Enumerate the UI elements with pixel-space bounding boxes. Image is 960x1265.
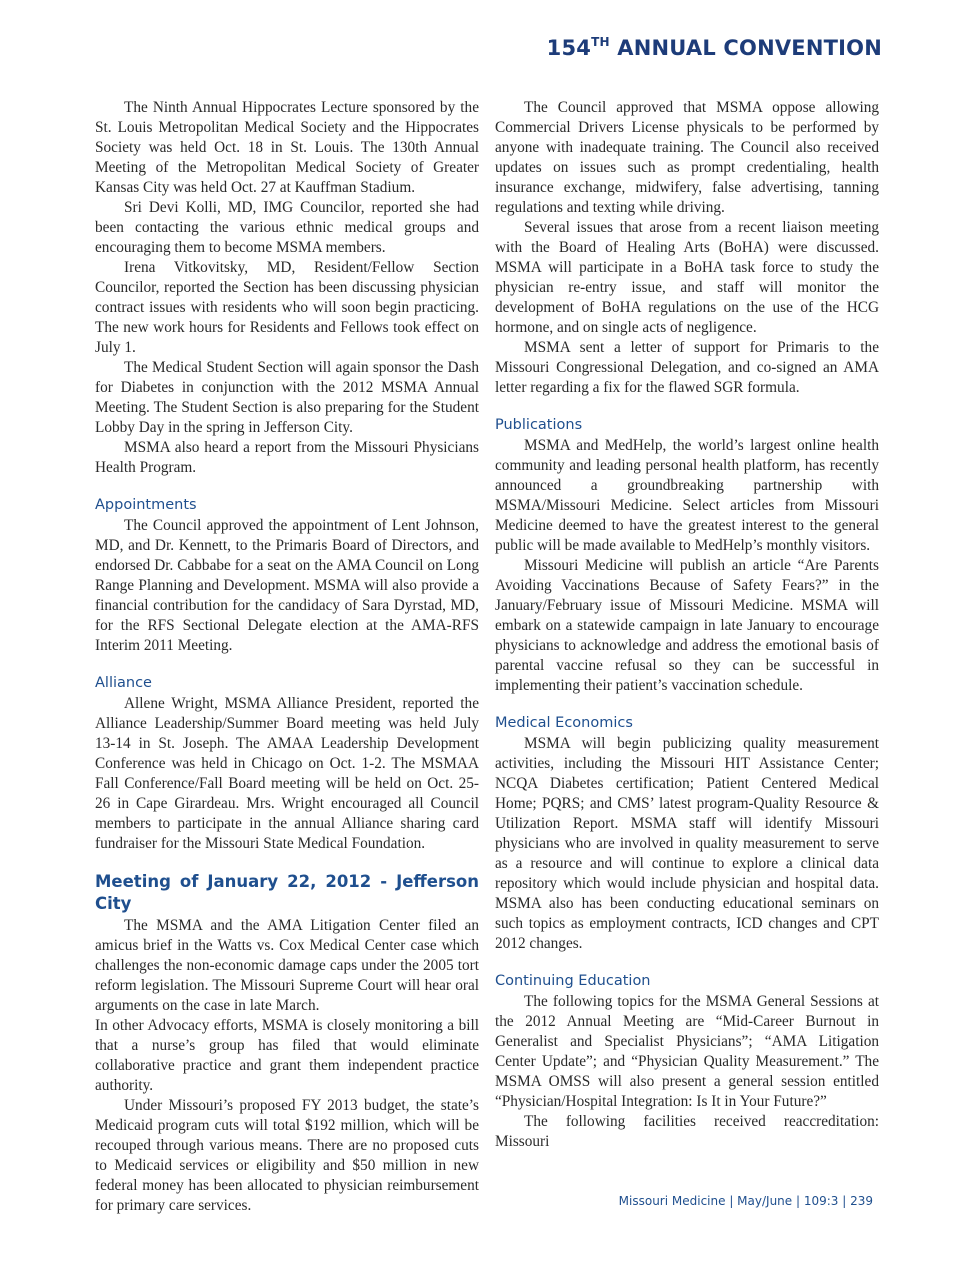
paragraph: Under Missouri’s proposed FY 2013 budget, the state’s Medicaid program cuts will total $192 million, which will be recouped through various means. There are no proposed cuts to Medicaid services or eligibility and $50 million in new federal money has been allocated to physician reimbursement for primary care services. xyxy=(95,1097,479,1214)
paragraph: In other Advocacy efforts, MSMA is closely monitoring a bill that a nurse’s group has filed that would eliminate collaborative practice and grant them independent practice authority. xyxy=(95,1017,479,1094)
paragraph: Several issues that arose from a recent liaison meeting with the Board of Healing Arts (BoHA) were discussed. MSMA will participate in a BoHA task force to study the physician re-entry issue, and staff will monitor the development of BoHA regulations on the use of the HCG hormone, and on single acts of negligence. xyxy=(495,219,879,336)
paragraph: MSMA and MedHelp, the world’s largest online health community and leading personal health platform, has recently announced a groundbreaking partnership with MSMA/Missouri Medicine. Select articles from Missouri Medicine deemed to have the greatest interest to the general public will be made available to MedHelp’s monthly visitors. xyxy=(495,437,879,554)
section-heading-appointments: Appointments xyxy=(95,497,197,513)
convention-number-suffix: TH xyxy=(591,35,610,49)
paragraph: MSMA will begin publicizing quality measurement activities, including the Missouri HIT Assistance Center; NCQA Diabetes certification; Patient Centered Medical Home; PQRS; and CMS’ latest program-Quality Resource & Utilization Report. MSMA staff will identify Missouri physicians who are involved in quality measurement to serve as a resource and will continue to explore a clinical data repository which would include physician and hospital data. MSMA also has been conducting educational seminars on such topics as employment contracts, ICD changes and CPT 2012 changes. xyxy=(495,735,879,952)
page-footer: Missouri Medicine | May/June | 109:3 | 239 xyxy=(618,1194,873,1208)
paragraph: MSMA sent a letter of support for Primaris to the Missouri Congressional Delegation, and co-signed an AMA letter regarding a fix for the flawed SGR formula. xyxy=(495,339,879,396)
paragraph: MSMA also heard a report from the Missouri Physicians Health Program. xyxy=(95,439,479,476)
paragraph: The following topics for the MSMA General Sessions at the 2012 Annual Meeting are “Mid-Career Burnout in Generalist and Specialist Physicians”; “AMA Litigation Center Update”; and “Physician Quality Measurement.” The MSMA OMSS will also present a general session entitled “Physician/Hospital Integration: Is It in Your Future?” xyxy=(495,993,879,1110)
paragraph: The Ninth Annual Hippocrates Lecture sponsored by the St. Louis Metropolitan Medical Society and the Hippocrates Society was held Oct. 18 in St. Louis. The 130th Annual Meeting of the Metropolitan Medical Society of Greater Kansas City was held Oct. 27 at Kauffman Stadium. xyxy=(95,99,479,196)
paragraph: Missouri Medicine will publish an article “Are Parents Avoiding Vaccinations Because of Safety Fears?” in the January/February issue of Missouri Medicine. MSMA will embark on a statewide campaign in late January to encourage physicians to acknowledge and address the emotional basis of parental vaccine refusal so they can be successful in implementing their patient’s vaccination schedule. xyxy=(495,557,879,694)
paragraph: Sri Devi Kolli, MD, IMG Councilor, reported she had been contacting the various ethnic medical groups and encouraging them to become MSMA members. xyxy=(95,199,479,256)
paragraph: The following facilities received reaccreditation: Missouri xyxy=(495,1113,879,1150)
paragraph: Allene Wright, MSMA Alliance President, reported the Alliance Leadership/Summer Board meeting was held July 13-14 in St. Joseph. The AMAA Leadership Development Conference was held in Chicago on Oct. 1-2. The MSMAA Fall Conference/Fall Board meeting will be held on Oct. 25-26 in Cape Girardeau. Mrs. Wright encouraged all Council members to participate in the annual Alliance sharing card fundraiser for the Missouri State Medical Foundation. xyxy=(95,695,479,852)
section-heading-alliance: Alliance xyxy=(95,675,152,691)
paragraph: The MSMA and the AMA Litigation Center filed an amicus brief in the Watts vs. Cox Medical Center case which challenges the non-economic damage caps under the 2005 tort reform legislation. The Missouri Supreme Court will hear oral arguments on the case in late March. xyxy=(95,917,479,1014)
section-heading-medical-economics: Medical Economics xyxy=(495,715,633,731)
convention-number: 154 xyxy=(546,36,592,60)
paragraph: Irena Vitkovitsky, MD, Resident/Fellow Section Councilor, reported the Section has been discussing physician contract issues with residents who will soon begin practicing. The new work hours for Residents and Fellows took effect on July 1. xyxy=(95,259,479,356)
paragraph: The Council approved the appointment of Lent Johnson, MD, and Dr. Kennett, to the Primaris Board of Directors, and endorsed Dr. Cabbabe for a seat on the AMA Council on Long Range Planning and Development. MSMA will also provide a financial contribution for the candidacy of Sara Dyrstad, MD, for the RFS Sectional Delegate election at the AMA-RFS Interim 2011 Meeting. xyxy=(95,517,479,654)
section-heading-publications: Publications xyxy=(495,417,583,433)
convention-title: ANNUAL CONVENTION xyxy=(617,36,882,60)
section-heading-continuing-education: Continuing Education xyxy=(495,973,651,989)
meeting-heading: Meeting of January 22, 2012 - Jefferson City xyxy=(95,872,479,913)
running-header xyxy=(547,35,882,60)
left-column xyxy=(95,98,479,1216)
right-column xyxy=(495,98,879,1152)
paragraph: The Medical Student Section will again sponsor the Dash for Diabetes in conjunction with the 2012 MSMA Annual Meeting. The Student Section is also preparing for the Student Lobby Day in the spring in Jefferson City. xyxy=(95,359,479,436)
paragraph: The Council approved that MSMA oppose allowing Commercial Drivers License physicals to be performed by anyone with inadequate training. The Council also received updates on issues such as prompt credentialing, health insurance exchange, midwifery, false advertising, tanning regulations and texting while driving. xyxy=(495,99,879,216)
